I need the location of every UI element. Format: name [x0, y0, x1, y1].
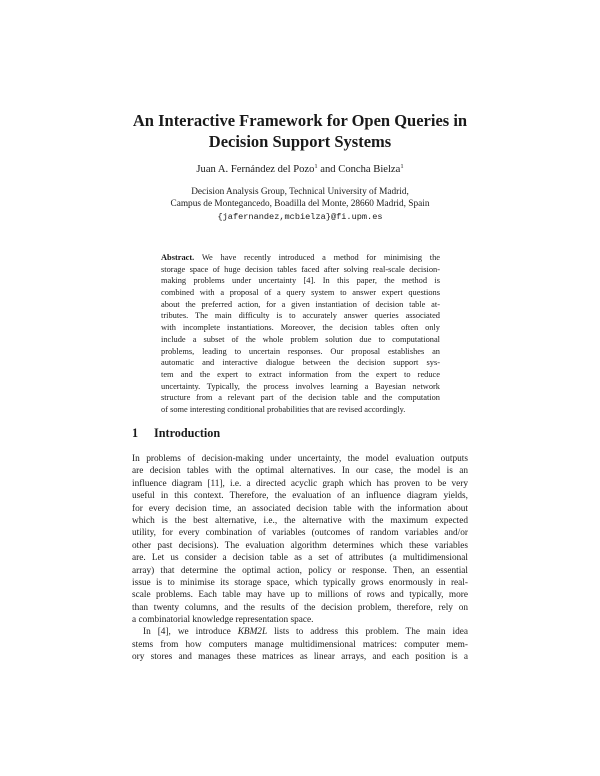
paragraph-text: lists to address this problem. The main idea	[267, 627, 468, 638]
title-line: An Interactive Framework for Open Queries in	[132, 111, 468, 130]
abstract-line: combined with a proposal of a query system to answer expert questions	[161, 288, 440, 298]
section-heading	[132, 426, 220, 441]
abstract-text: We have recently introduced a method for minimising the	[194, 253, 440, 262]
author-name: Juan A. Fernández del Pozo	[196, 164, 315, 175]
paper-title	[100, 110, 500, 152]
paragraph-line: for every decision time, an associated decision table with the information about	[132, 503, 468, 514]
abstract-line: automatic and interactive dialogue between the decision support sys-	[161, 358, 440, 368]
emphasized-term: KBM2L	[237, 627, 268, 638]
abstract-line: making problems under uncertainty [4]. In this paper, the method is	[161, 276, 440, 286]
abstract-line: problems, leading to uncertain responses. Our proposal establishes an	[161, 346, 440, 356]
paragraph-line: other past decisions). The evaluation algorithm determines which these variables	[132, 540, 468, 551]
abstract-label: Abstract.	[161, 253, 195, 262]
abstract	[161, 252, 440, 416]
abstract-line: with incomplete instantiations. Moreover, the decision tables often only	[161, 323, 440, 333]
body-text	[132, 453, 468, 664]
abstract-line: tributes. The main difficulty is to accurately answer queries associated	[161, 311, 440, 321]
paragraph-line: which is the best alternative, i.e., the alternative with the maximum expected	[132, 515, 468, 526]
abstract-line: of some interesting conditional probabilities that are revised accordingly.	[161, 404, 406, 414]
section-number: 1	[132, 426, 139, 440]
paragraph-line: ory stores and manages these matrices as linear arrays, and each position is a	[132, 652, 468, 663]
paragraph-text: In [4], we introduce	[143, 627, 238, 638]
title-line: Decision Support Systems	[208, 132, 392, 151]
paragraph-line	[132, 626, 468, 638]
paragraph-line: are decision tables with the optimal alternatives. In our case, the model is an	[132, 466, 468, 477]
abstract-line: structure from a relevant part of the decision table and the computation	[161, 393, 440, 403]
affiliation-line: Decision Analysis Group, Technical University of Madrid,	[191, 187, 409, 197]
affiliation-marker: 1	[314, 163, 318, 170]
author-list	[100, 163, 500, 177]
author-email: {jafernandez,mcbielza}@fi.upm.es	[217, 211, 383, 222]
paragraph-line: stems from how computers manage multidimensional matrices: computer mem-	[132, 639, 468, 650]
paragraph-line: In problems of decision-making under uncertainty, the model evaluation outputs	[132, 454, 468, 464]
abstract-line: uncertainty. Typically, the process involves learning a Bayesian network	[161, 381, 440, 391]
abstract-line: tem and the expert to extract information from the expert to reduce	[161, 369, 440, 379]
abstract-line	[161, 252, 440, 264]
paragraph-line: scale problems. Each table may have up to millions of rows and typically, more	[132, 590, 468, 601]
paragraph-line: utility, for every combination of variables (outcomes of random variables and/or	[132, 528, 468, 539]
paragraph-line: a combinatorial knowledge representation space.	[132, 615, 314, 626]
paragraph-line: are. Let us consider a decision table as a set of attributes (a multidimensional	[132, 553, 468, 564]
paragraph-line: than twenty columns, and the results of the decision problem, therefore, rely on	[132, 602, 468, 613]
affiliation-line: Campus de Montegancedo, Boadilla del Monte, 28660 Madrid, Spain	[170, 199, 430, 210]
paragraph-line: useful in this context. Therefore, the evaluation of an influence diagram yields,	[132, 491, 468, 502]
section-title: Introduction	[154, 426, 221, 440]
paragraph-line: influence diagram [11], i.e. a directed acyclic graph which has proven to be very	[132, 478, 468, 489]
abstract-line: include a subset of the whole problem solution due to computational	[161, 334, 440, 344]
paragraph-line: array) that determine the optimal action, policy or response. Then, an essential	[132, 565, 468, 576]
author-conjunction: and	[317, 164, 339, 175]
abstract-line: storage space of huge decision tables faced after solving real-scale decision-	[161, 264, 440, 274]
author-name: Concha Bielza	[338, 164, 401, 175]
affiliation-marker: 1	[400, 163, 404, 170]
affiliation	[100, 186, 500, 223]
paragraph-line: issue is to minimise its storage space, which typically grows enormously in real-	[132, 577, 468, 588]
abstract-line: about the preferred action, for a given instantiation of decision table at-	[161, 299, 440, 309]
